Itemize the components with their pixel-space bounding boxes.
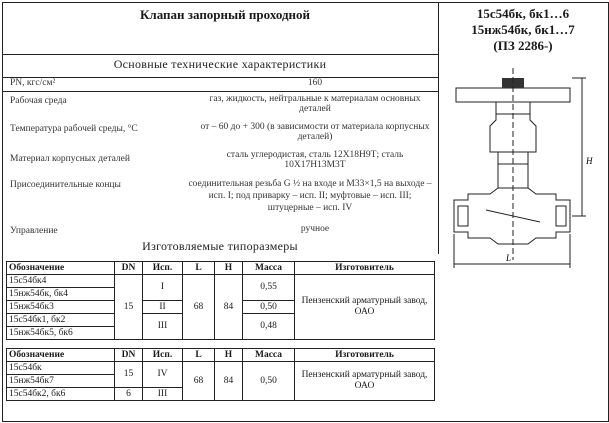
col-header-mass: Масса: [243, 262, 295, 275]
manufacturer-cell: Пензенский арматурный завод, ОАО: [295, 275, 435, 340]
specs-right-line: [438, 54, 439, 254]
designation-cell: 15с54бк2, бк6: [7, 388, 115, 401]
inlet-port-shape: [458, 206, 468, 226]
isp-cell: IV: [143, 362, 183, 388]
sizes-table-2: [6, 348, 435, 401]
manufacturer-cell: Пензенский арматурный завод, ОАО: [295, 362, 435, 401]
col-header-designation: Обозначение: [7, 349, 115, 362]
col-header-manufacturer: Изготовитель: [295, 262, 435, 275]
col-header-h: H: [215, 349, 243, 362]
table-header-row: [7, 262, 435, 275]
isp-cell: III: [143, 388, 183, 401]
designation-cell: 15нж54бк5, бк6: [7, 327, 115, 340]
dn-cell: 15: [115, 362, 143, 388]
col-header-dn: DN: [115, 262, 143, 275]
l-cell: 68: [183, 362, 215, 401]
standard-code: (ПЗ 2286-): [493, 38, 553, 53]
col-header-designation: Обозначение: [7, 262, 115, 275]
isp-cell: III: [143, 314, 183, 340]
spec-divider: [2, 91, 438, 92]
header-bottom-line: [2, 54, 438, 55]
dn-cell: 6: [115, 388, 143, 401]
table-row: [7, 275, 435, 288]
spec-label-medium: Рабочая среда: [10, 96, 67, 106]
col-header-l: L: [183, 262, 215, 275]
spec-value-control: ручное: [300, 224, 330, 234]
body-inner-line: [486, 210, 540, 222]
spec-label-material: Материал корпусных деталей: [10, 154, 130, 164]
dim-l-label: L: [506, 253, 512, 263]
designation-cell: 15нж54бк3: [7, 301, 115, 314]
col-header-isp: Исп.: [143, 262, 183, 275]
outlet-port-shape: [556, 206, 566, 226]
designation-cell: 15нж54бк7: [7, 375, 115, 388]
spec-label-connections: Присоединительные концы: [10, 180, 121, 190]
page-title: Клапан запорный проходной: [139, 7, 310, 22]
table-row: [7, 362, 435, 375]
spec-label-pn: PN, кгс/см²: [10, 78, 56, 88]
sizes-table-1: [6, 261, 435, 340]
col-header-mass: Масса: [243, 349, 295, 362]
header-divider: [438, 2, 439, 54]
designation-cell: 15с54бк1, бк2: [7, 314, 115, 327]
l-cell: 68: [183, 275, 215, 340]
spec-value-material: сталь углеродистая, сталь 12Х18Н9Т; сталь 10Х17Н13М3Т: [226, 150, 404, 170]
isp-cell: II: [143, 301, 183, 314]
h-cell: 84: [215, 362, 243, 401]
specs-section-title: Основные технические характеристики: [113, 57, 327, 71]
dim-h-label: H: [586, 156, 593, 166]
spec-value-connections: соединительная резьба G ½ на входе и М33×1,5 на выходе – исп. I; под приварку – исп. II; муфтовые – исп. III; штуцерные – исп. IV: [188, 179, 432, 213]
designation-cell: 15с54бк4: [7, 275, 115, 288]
dn-cell: 15: [115, 275, 143, 340]
col-header-isp: Исп.: [143, 349, 183, 362]
h-cell: 84: [215, 275, 243, 340]
col-header-l: L: [183, 349, 215, 362]
col-header-manufacturer: Изготовитель: [295, 349, 435, 362]
spec-value-temperature: от – 60 до + 300 (в зависимости от материала корпусных деталей): [200, 122, 430, 142]
models-line-1: 15с54бк, бк1…6: [476, 6, 570, 21]
mass-cell: 0,55: [243, 275, 295, 301]
spec-label-temperature: Температура рабочей среды, °С: [10, 124, 138, 134]
designation-cell: 15нж54бк, бк4: [7, 288, 115, 301]
spec-value-medium: газ, жидкость, нейтральные к материалам основных деталей: [209, 94, 421, 114]
designation-cell: 15с54бк: [7, 362, 115, 375]
table-header-row: [7, 349, 435, 362]
mass-cell: 0,50: [243, 362, 295, 401]
mass-cell: 0,48: [243, 314, 295, 340]
col-header-h: H: [215, 262, 243, 275]
models-line-2: 15нж54бк, бк1…7: [471, 22, 575, 37]
spec-value-pn: 160: [307, 78, 323, 88]
sizes-section-title: Изготовляемые типоразмеры: [142, 239, 298, 253]
valve-drawing: [440, 60, 606, 280]
mass-cell: 0,50: [243, 301, 295, 314]
isp-cell: I: [143, 275, 183, 301]
spec-label-control: Управление: [10, 226, 58, 236]
col-header-dn: DN: [115, 349, 143, 362]
